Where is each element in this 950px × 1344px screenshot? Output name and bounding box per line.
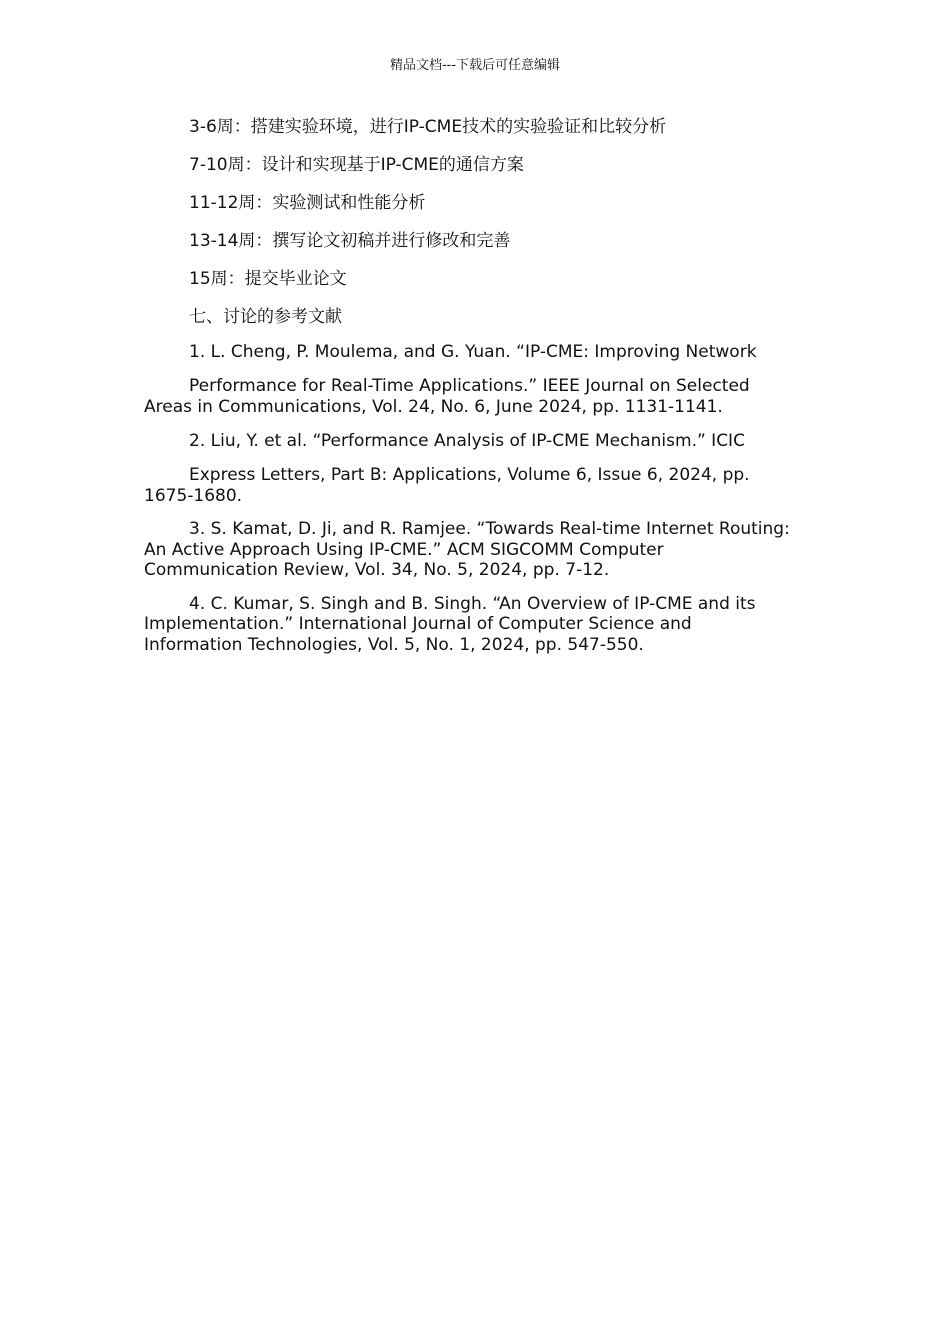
schedule-item-week-15: 15周：提交毕业论文 <box>189 269 347 289</box>
page-header: 精品文档---下载后可任意编辑 <box>389 58 561 73</box>
reference-2-continuation: Express Letters, Part B: Applications, Volume 6, Issue 6, 2024, pp. 1675-1680. <box>144 465 750 506</box>
reference-4: 4. C. Kumar, S. Singh and B. Singh. “An Overview of IP-CME and its Implementation.” International Journal of Computer Science and Information Technologies, Vol. 5, No. 1, 2024, pp. 547-550. <box>144 593 756 655</box>
schedule-item-weeks-13-14: 13-14周：撰写论文初稿并进行修改和完善 <box>189 231 511 251</box>
document-body <box>144 116 794 668</box>
reference-2-first-line: 2. Liu, Y. et al. “Performance Analysis of IP-CME Mechanism.” ICIC <box>189 431 745 451</box>
references-heading: 七、讨论的参考文献 <box>189 307 342 327</box>
schedule-item-weeks-7-10: 7-10周：设计和实现基于IP-CME的通信方案 <box>189 155 524 175</box>
reference-3: 3. S. Kamat, D. Ji, and R. Ramjee. “Towards Real-time Internet Routing: An Active Approach Using IP-CME.” ACM SIGCOMM Computer Communication Review, Vol. 34, No. 5, 2024, pp. 7-12. <box>144 519 790 580</box>
schedule-item-weeks-11-12: 11-12周：实验测试和性能分析 <box>189 193 426 213</box>
reference-1-first-line: 1. L. Cheng, P. Moulema, and G. Yuan. “IP-CME: Improving Network <box>189 342 757 362</box>
schedule-item-weeks-3-6: 3-6周：搭建实验环境，进行IP-CME技术的实验验证和比较分析 <box>189 117 667 137</box>
reference-1-continuation: Performance for Real-Time Applications.” IEEE Journal on Selected Areas in Communications, Vol. 24, No. 6, June 2024, pp. 1131-1141. <box>144 376 750 417</box>
